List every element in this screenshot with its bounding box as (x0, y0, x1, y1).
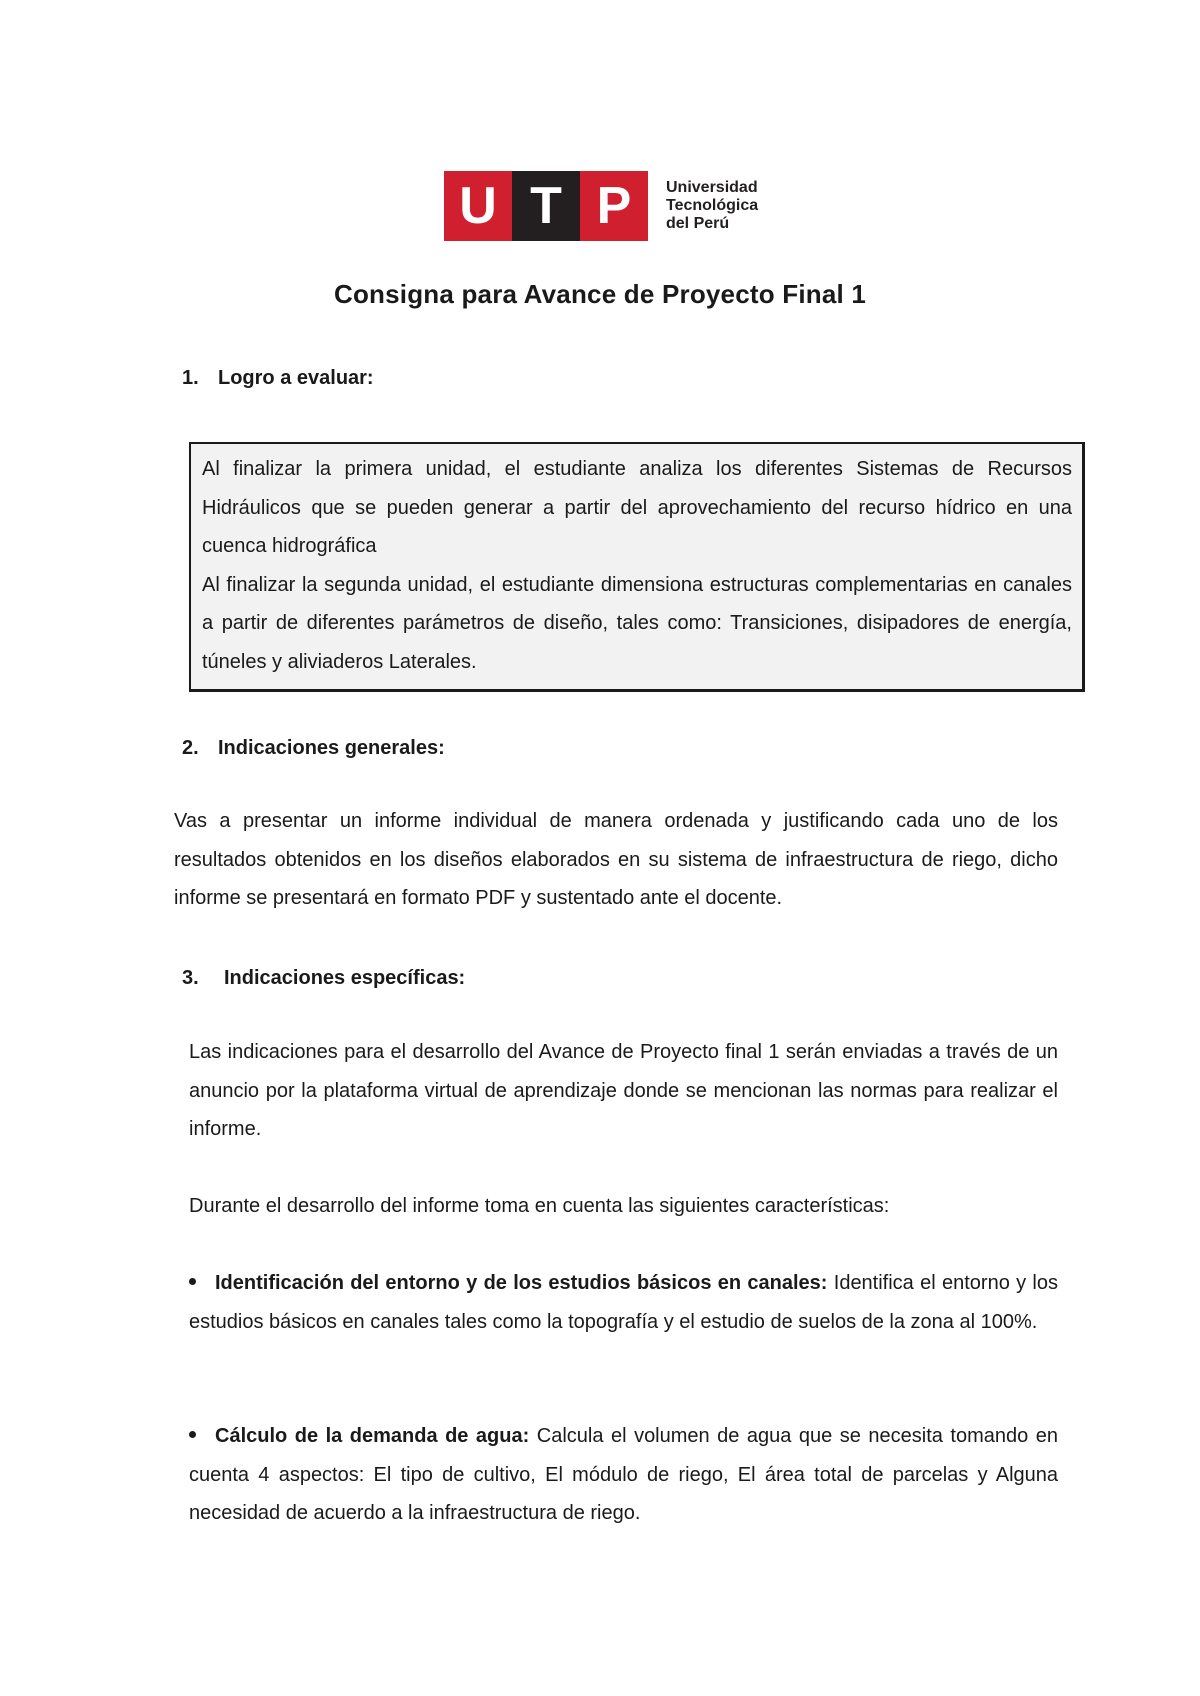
section-2-title: Indicaciones generales: (218, 737, 445, 759)
logo-name-line-3: del Perú (666, 215, 730, 232)
bullet-item-water-demand-title: Cálculo de la demanda de agua: (215, 1425, 530, 1447)
bullet-icon (189, 1431, 196, 1438)
section-1-number: 1. (182, 367, 199, 389)
section-1-heading (182, 367, 374, 390)
learning-goal-box (189, 442, 1085, 692)
section-3-number: 3. (182, 967, 199, 989)
bullet-item-environment-title: Identificación del entorno y de los estudios básicos en canales: (215, 1272, 828, 1294)
bullet-item-water-demand (189, 1417, 1058, 1533)
section-1-title: Logro a evaluar: (218, 367, 374, 389)
bullet-item-environment-text: Identifica el entorno y los estudios básicos en canales tales como la topografía y el estudio de suelos de la zona al 100%. (189, 1272, 1058, 1333)
logo-university-name (666, 179, 758, 233)
bullet-item-water-demand-text: Calcula el volumen de agua que se necesita tomando en cuenta 4 aspectos: El tipo de cultivo, El módulo de riego, El área total de parcelas y Alguna necesidad de acuerdo a la infraestructura de riego. (189, 1425, 1058, 1524)
document-title: Consigna para Avance de Proyecto Final 1 (333, 279, 866, 309)
logo-name-line-2: Tecnológica (666, 197, 759, 214)
logo-letter-u: U (444, 171, 512, 241)
section-3-heading (182, 967, 465, 990)
section-2-heading (182, 737, 445, 760)
logo-letter-t: T (512, 171, 580, 241)
bullet-icon (189, 1278, 196, 1285)
utp-logo (444, 171, 758, 241)
goal-paragraph-1: Al finalizar la primera unidad, el estudiante analiza los diferentes Sistemas de Recursos Hidráulicos que se pueden generar a partir del aprovechamiento del recurso hídrico en una cuenca hidrográfica (202, 458, 1072, 557)
bullet-item-environment (189, 1264, 1058, 1341)
goal-paragraph-2: Al finalizar la segunda unidad, el estudiante dimensiona estructuras complementarias en canales a partir de diferentes parámetros de diseño, tales como: Transiciones, disipadores de energía, túneles y aliviaderos Laterales. (202, 573, 1072, 673)
section-3-title: Indicaciones específicas: (224, 967, 466, 989)
characteristics-intro-paragraph: Durante el desarrollo del informe toma en cuenta las siguientes características: (189, 1195, 890, 1217)
specific-instructions-paragraph: Las indicaciones para el desarrollo del Avance de Proyecto final 1 serán enviadas a través de un anuncio por la plataforma virtual de aprendizaje donde se mencionan las normas para realizar el informe. (189, 1041, 1058, 1140)
section-2-number: 2. (182, 737, 199, 759)
general-instructions-paragraph: Vas a presentar un informe individual de manera ordenada y justificando cada uno de los resultados obtenidos en los diseños elaborados en su sistema de infraestructura de riego, dicho informe se presentará en formato PDF y sustentado ante el docente. (174, 810, 1058, 909)
logo-letter-p: P (580, 171, 648, 241)
logo-name-line-1: Universidad (666, 179, 758, 196)
